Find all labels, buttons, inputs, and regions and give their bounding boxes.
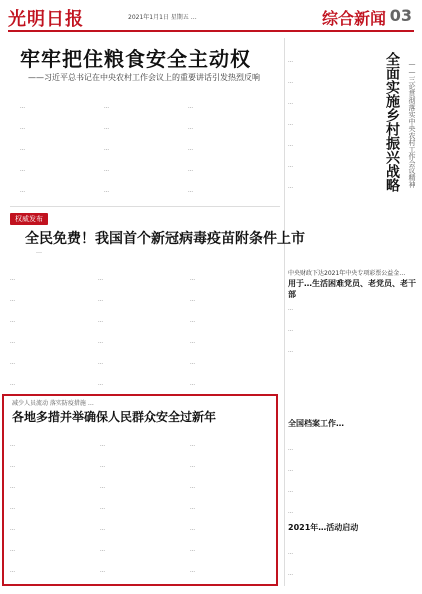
text-line: …	[10, 297, 15, 303]
text-line: …	[190, 381, 195, 387]
text-line: …	[288, 306, 293, 312]
article-middle-col-a	[10, 262, 92, 388]
text-line: …	[190, 297, 195, 303]
text-line: …	[10, 463, 15, 469]
text-line: …	[10, 505, 15, 511]
separator	[284, 38, 285, 586]
text-line: …	[288, 488, 293, 494]
right-headline-2: 全国档案工作…	[288, 419, 344, 428]
article-top-col-mid	[104, 90, 184, 204]
highlight-kicker: 减少人员流动 落实防疫措施 …	[12, 400, 94, 407]
text-line: …	[100, 547, 105, 553]
text-line: …	[104, 146, 109, 152]
right-headline-1: 用于…生活困难党员、老党员、老干部	[288, 279, 416, 299]
page-number: 03	[389, 6, 412, 25]
text-line: …	[190, 442, 195, 448]
text-line: …	[10, 381, 15, 387]
text-line: …	[288, 163, 293, 169]
text-line: …	[98, 276, 103, 282]
text-line: …	[100, 463, 105, 469]
section-tag: 权威发布	[10, 213, 48, 225]
text-line: …	[98, 297, 103, 303]
article-middle-byline: …	[36, 248, 42, 255]
text-line: …	[188, 188, 193, 194]
text-line: …	[288, 58, 293, 64]
text-line: …	[190, 276, 195, 282]
masthead	[8, 6, 412, 28]
article-top-subtitle: ——习近平总书记在中央农村工作会议上的重要讲话引发热烈反响	[28, 73, 260, 82]
text-line: …	[190, 526, 195, 532]
text-line: …	[190, 505, 195, 511]
text-line: …	[10, 484, 15, 490]
text-line: …	[288, 509, 293, 514]
right-text-2	[288, 432, 414, 514]
right-text-1	[288, 292, 414, 372]
text-line: …	[104, 188, 109, 194]
text-line: …	[288, 446, 293, 452]
text-line: …	[98, 381, 103, 387]
text-line: …	[10, 568, 15, 574]
highlight-title: 各地多措并举确保人民群众安全过新年	[12, 410, 217, 424]
right-kicker-1: 中央财政下达2021年中央专项彩票公益金…	[288, 270, 406, 277]
text-line: …	[98, 360, 103, 366]
text-line: …	[288, 348, 293, 354]
text-line: …	[100, 505, 105, 511]
article-right-text	[288, 44, 374, 204]
newspaper-logo: 光明日报	[8, 9, 84, 30]
text-line: …	[10, 276, 15, 282]
text-line: …	[10, 442, 15, 448]
text-line: …	[288, 571, 293, 577]
text-line: …	[104, 125, 109, 131]
text-line: …	[288, 100, 293, 106]
text-line: …	[188, 125, 193, 131]
masthead-rule	[8, 30, 414, 32]
article-middle-col-b	[98, 262, 184, 388]
text-line: …	[288, 327, 293, 333]
highlight-text-3	[190, 428, 274, 578]
text-line: …	[98, 339, 103, 345]
text-line: …	[190, 484, 195, 490]
text-line: …	[10, 318, 15, 324]
text-line: …	[288, 467, 293, 473]
text-line: …	[100, 568, 105, 574]
text-line: …	[288, 142, 293, 148]
text-line: …	[288, 121, 293, 127]
right-headline-3: 2021年…活动启动	[288, 523, 359, 532]
text-line: …	[20, 146, 25, 152]
text-line: …	[190, 568, 195, 574]
article-right-vertical-subtitle: ——三论贯彻落实中央农村工作会议精神	[408, 60, 416, 188]
text-line: …	[188, 104, 193, 110]
text-line: …	[100, 442, 105, 448]
text-line: …	[10, 547, 15, 553]
dateline: 2021年1月1日 星期五 …	[128, 14, 197, 21]
text-line: …	[104, 167, 109, 173]
text-line: …	[190, 318, 195, 324]
text-line: …	[288, 79, 293, 85]
text-line: …	[10, 339, 15, 345]
text-line: …	[190, 360, 195, 366]
text-line: …	[98, 318, 103, 324]
article-top-col-left	[20, 90, 100, 204]
text-line: …	[20, 125, 25, 131]
highlight-text-2	[100, 428, 186, 578]
text-line: …	[20, 188, 25, 194]
text-line: …	[188, 146, 193, 152]
right-text-3	[288, 536, 414, 586]
text-line: …	[10, 360, 15, 366]
text-line: …	[190, 463, 195, 469]
text-line: …	[288, 550, 293, 556]
text-line: …	[288, 184, 293, 190]
text-line: …	[20, 167, 25, 173]
section-title: 综合新闻	[321, 9, 386, 28]
text-line: …	[190, 547, 195, 553]
article-middle-title: 全民免费！我国首个新冠病毒疫苗附条件上市	[25, 231, 305, 247]
separator	[10, 206, 280, 207]
article-right-vertical-title: 全面实施乡村振兴战略	[384, 52, 400, 192]
article-top-title: 牢牢把住粮食安全主动权	[20, 47, 251, 71]
text-line: …	[100, 526, 105, 532]
article-middle-col-c	[190, 262, 278, 388]
text-line: …	[190, 339, 195, 345]
text-line: …	[104, 104, 109, 110]
text-line: …	[288, 369, 293, 372]
text-line: …	[100, 484, 105, 490]
text-line: …	[20, 104, 25, 110]
article-top-col-right	[188, 90, 278, 204]
highlight-text-1	[10, 428, 96, 578]
text-line: …	[10, 526, 15, 532]
text-line: …	[188, 167, 193, 173]
